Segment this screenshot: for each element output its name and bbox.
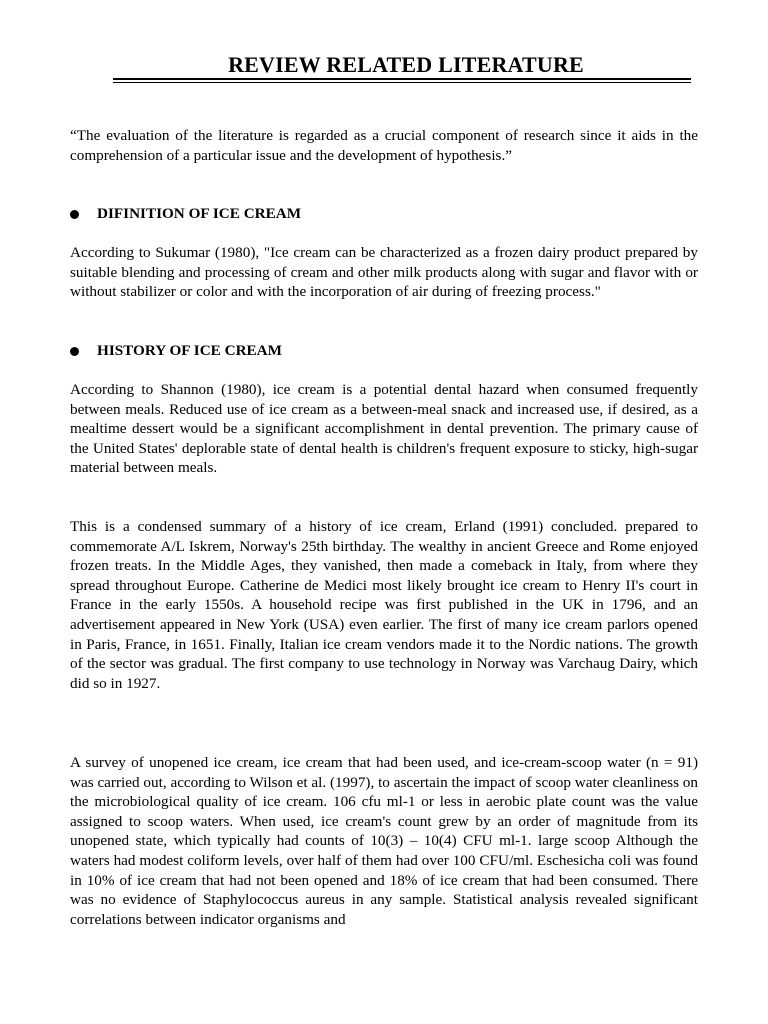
definition-paragraph: According to Sukumar (1980), "Ice cream can be characterized as a frozen dairy product prepared by suitable blending and processing of cream and other milk products along with sugar and flavor with or without stabilizer or color and with the incorporation of air during of freezing process." [70, 244, 698, 301]
section-heading-label: DIFINITION OF ICE CREAM [97, 205, 302, 222]
title-underline-thin [113, 82, 691, 83]
intro-quote: “The evaluation of the literature is regarded as a crucial component of research since it aids in the comprehension of a particular issue and the development of hypothesis.” [70, 127, 698, 164]
history-paragraph-shannon: According to Shannon (1980), ice cream is a potential dental hazard when consumed frequently between meals. Reduced use of ice cream as a between-meal snack and increased use, if desired, as a mealtime dessert would be a significant accomplishment in dental prevention. The primary cause of the United States' deplorable state of dental health is children's frequent exposure to sticky, high-sugar material between meals. [70, 381, 698, 477]
section-heading-label: HISTORY OF ICE CREAM [97, 342, 282, 359]
section-heading-definition [70, 205, 301, 223]
section-heading-history [70, 342, 282, 360]
history-paragraph-wilson: A survey of unopened ice cream, ice cream that had been used, and ice-cream-scoop water (n = 91) was carried out, according to Wilson et al. (1997), to ascertain the impact of scoop water cleanliness on the microbiological quality of ice cream. 106 cfu ml-1 or less in aerobic plate count was the value assigned to scoop waters. When used, ice cream's count grew by an order of magnitude from its unopened state, which typically had counts of 10(3) – 10(4) CFU ml-1. large scoop Although the waters had modest coliform levels, over half of them had over 100 CFU/ml. Eschesicha coli was found in 10% of ice cream that had not been opened and 18% of ice cream that had been consumed. There was no evidence of Staphylococcus aureus in any sample. Statistical analysis revealed significant correlations between indicator organisms and [70, 754, 698, 928]
bullet-icon [70, 347, 79, 356]
page-title: REVIEW RELATED LITERATURE [228, 52, 584, 77]
bullet-icon [70, 210, 79, 219]
history-paragraph-erland: This is a condensed summary of a history of ice cream, Erland (1991) concluded. prepared to commemorate A/L Iskrem, Norway's 25th birthday. The wealthy in ancient Greece and Rome enjoyed frozen treats. In the Middle Ages, they vanished, then made a comeback in Italy, from where they spread throughout Europe. Catherine de Medici most likely brought ice cream to Henry II's court in France in the early 1550s. A household recipe was first published in the UK in 1796, and an advertisement appeared in New York (USA) even earlier. The first of many ice cream parlors opened in Paris, France, in 1651. Finally, Italian ice cream vendors made it to the Nordic nations. The growth of the sector was gradual. The first company to use technology in Norway was Varchaug Dairy, which did so in 1927. [70, 518, 698, 692]
title-underline [113, 78, 691, 80]
